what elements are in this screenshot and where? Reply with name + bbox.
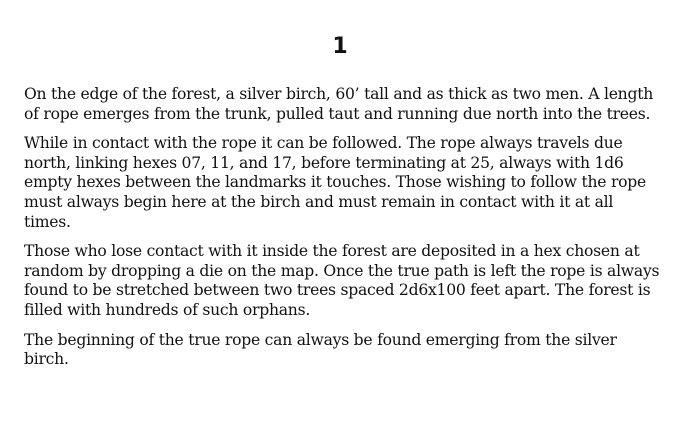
- paragraph-birch: On the edge of the forest, a silver birch, 60’ tall and as thick as two men. A length of rope emerges from the trunk, pulled taut and running due north into the trees.: [24, 85, 654, 123]
- hex-number-heading: 1: [332, 34, 348, 59]
- paragraph-rope-path: While in contact with the rope it can be followed. The rope always travels due north, linking hexes 07, 11, and 17, before terminating at 25, always with 1d6 empty hexes between the landmarks it touches. Those wishing to follow the rope must always begin here at the birch and must remain in contact with it at all times.: [24, 134, 646, 231]
- paragraph-lost-contact: Those who lose contact with it inside the forest are deposited in a hex chosen at random by dropping a die on the map. Once the true path is left the rope is always found to be stretched between two trees spaced 2d6x100 feet apart. The forest is filled with hundreds of such orphans.: [24, 242, 660, 319]
- paragraph-true-rope: The beginning of the true rope can always be found emerging from the silver birch.: [24, 330, 617, 369]
- entry-body: [24, 85, 660, 380]
